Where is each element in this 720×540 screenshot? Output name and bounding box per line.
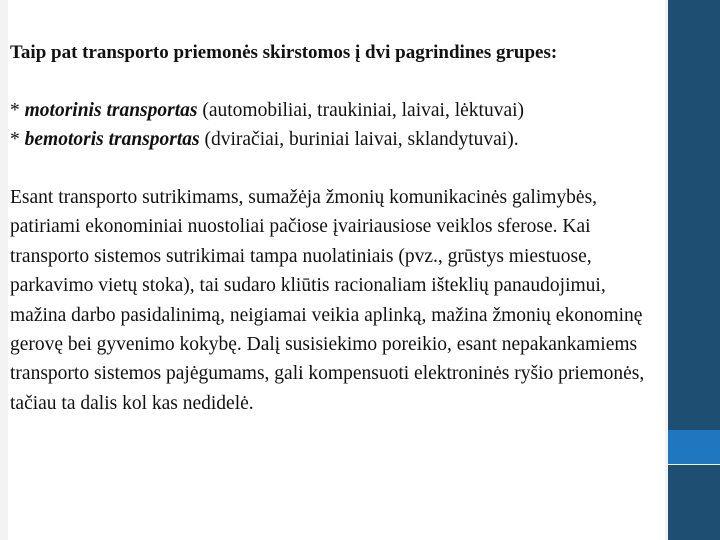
spacer (10, 154, 662, 183)
right-bar-accent (668, 430, 720, 464)
slide-heading: Taip pat transporto priemonės skirstomos į dvi pagrindines grupes: (10, 42, 558, 63)
left-gutter (0, 0, 8, 540)
slide-content (10, 38, 662, 418)
body-paragraph: Esant transporto sutrikimams, sumažėja žmonių komunikacinės galimybės, patiriami ekonominiai nuostoliai pačiose įvairiausiose veiklos sferose. Kai transporto sistemos sutrikimai tampa nuolatiniais (pvz., grūstys miestuose, parkavimo vietų stoka), tai sudaro kliūtis racionaliam išteklių panaudojimui, mažina darbo pasidalinimą, neigiamai veikia aplinką, mažina žmonių ekonominę gerovę bei gyvenimo kokybę. Dalį susisiekimo poreikio, esant nepakankamiems transporto sistemos pajėgumams, gali kompensuoti elektroninės ryšio priemonės, tačiau ta dalis kol kas nedidelė. (10, 187, 645, 414)
right-bar-dark-bottom (668, 465, 720, 540)
term-motorized: motorinis transportas (24, 100, 198, 121)
term-detail: (dviračiai, buriniai laivai, sklandytuvai). (199, 129, 519, 150)
list-item-motorized (10, 96, 662, 125)
bullet-marker: * (10, 129, 25, 150)
list-item-nonmotorized (10, 125, 662, 154)
term-detail: (automobiliai, traukiniai, laivai, lėktuvai) (197, 100, 525, 121)
bullet-marker: * (10, 100, 25, 121)
right-bar-dark (668, 0, 720, 430)
term-nonmotorized: bemotoris transportas (24, 129, 200, 150)
spacer (10, 67, 662, 96)
